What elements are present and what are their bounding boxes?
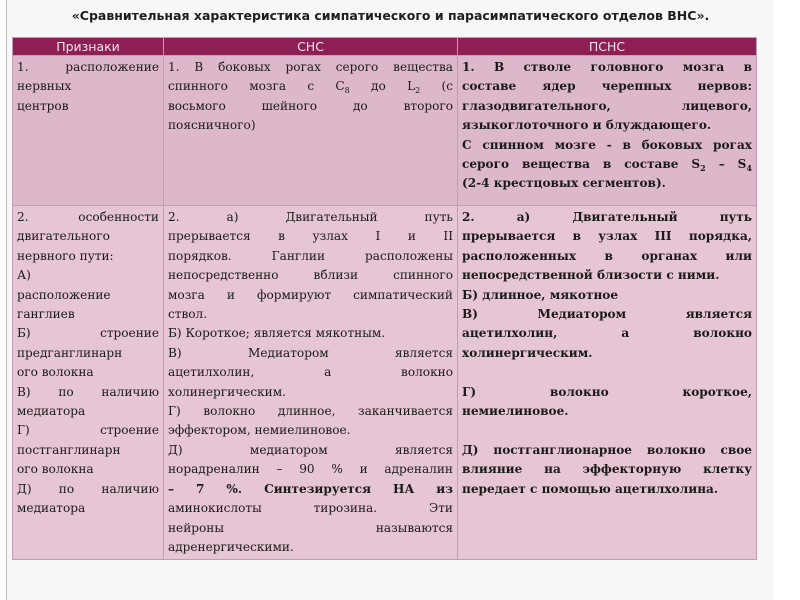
page-margin xyxy=(773,0,800,600)
cell-line: расположение xyxy=(17,287,111,302)
cell-line: языкоглоточного и блуждающего. xyxy=(462,118,712,133)
cell-line: ганглиев xyxy=(17,307,75,322)
cell-line: В) по наличию xyxy=(17,384,159,399)
cell-line: (2-4 крестцовых сегментов). xyxy=(462,176,666,191)
cell-line: медиатора xyxy=(17,501,86,516)
cell-line: С спинном мозге - в боковых рогах xyxy=(462,137,752,152)
cell-line: В) Медиатором является xyxy=(462,307,752,322)
cell-line: ствол. xyxy=(168,307,208,322)
cell-line: непосредственно вблизи спинного xyxy=(168,268,453,283)
row2-sns-cell xyxy=(164,206,458,560)
row1-sns-cell xyxy=(164,56,458,206)
cell-line: ацетилхолин, а волокно xyxy=(462,326,752,341)
row2-feature-cell xyxy=(13,206,164,560)
cell-line: спинного мозга с $С_8$ до $L_2$ (с xyxy=(168,79,453,96)
cell-line: 1. расположение xyxy=(17,60,159,74)
cell-line: двигательного xyxy=(17,229,110,244)
cell-line: серого вещества в составе $S_2 - S_4$ xyxy=(462,157,752,174)
cell-line: 1. В боковых рогах серого вещества xyxy=(168,60,453,74)
table-row xyxy=(13,56,757,206)
cell-line: предганглинарн xyxy=(17,345,123,360)
cell-line: Б) длинное, мякотное xyxy=(462,287,619,302)
cell-line: поясничного) xyxy=(168,118,256,133)
cell-line: прерывается в узлах I и II xyxy=(168,229,453,244)
blank-line xyxy=(462,421,752,440)
cell-line: ого волокна xyxy=(17,462,94,477)
cell-line: Г) строение xyxy=(17,423,159,438)
cell-line: расположенных в органах или xyxy=(462,248,752,263)
cell-line: составе ядер черепных нервов: xyxy=(462,79,752,94)
header-row xyxy=(13,38,757,56)
cell-line: – 7 %. Синтезируется НА из xyxy=(168,481,453,496)
cell-line: медиатора xyxy=(17,404,86,419)
cell-line: ацетилхолин, а волокно xyxy=(168,365,453,380)
cell-line: 2. особенности xyxy=(17,210,159,224)
cell-line: ого волокна xyxy=(17,365,94,380)
cell-line: аминокислоты тирозина. Эти xyxy=(168,501,453,516)
cell-line: Г) волокно длинное, заканчивается xyxy=(168,404,453,419)
cell-line: Д) по наличию xyxy=(17,481,159,496)
cell-line: мозга и формируют симпатический xyxy=(168,287,453,302)
cell-line: 1. В стволе головного мозга в xyxy=(462,60,752,74)
cell-line: нейроны называются xyxy=(168,520,453,535)
slide xyxy=(6,0,775,600)
comparison-table xyxy=(12,37,757,560)
cell-line: непосредственной близости с ними. xyxy=(462,268,720,283)
cell-line: центров xyxy=(17,98,69,113)
cell-line: порядков. Ганглии расположены xyxy=(168,248,453,263)
cell-line: нервного пути: xyxy=(17,248,114,263)
cell-line: эффектором, немиелиновое. xyxy=(168,423,351,438)
cell-line: норадреналин – 90 % и адреналин xyxy=(168,462,453,477)
cell-line: постганглинарн xyxy=(17,442,121,457)
header-sns: СНС xyxy=(164,38,458,56)
header-features: Признаки xyxy=(13,38,164,56)
cell-line: Д) медиатором является xyxy=(168,442,453,457)
cell-line: передает с помощью ацетилхолина. xyxy=(462,481,719,496)
cell-line: влияние на эффекторную клетку xyxy=(462,462,752,477)
cell-line: немиелиновое. xyxy=(462,404,569,419)
cell-line: 2. а) Двигательный путь xyxy=(462,210,752,224)
cell-line: глазодвигательного, лицевого, xyxy=(462,98,752,113)
blank-line xyxy=(462,363,752,382)
row1-feature-cell xyxy=(13,56,164,206)
cell-line: адренергическими. xyxy=(168,539,294,554)
cell-line: 2. а) Двигательный путь xyxy=(168,210,453,224)
cell-line: нервных xyxy=(17,79,72,94)
header-psns: ПСНС xyxy=(458,38,757,56)
row1-psns-cell xyxy=(458,56,757,206)
cell-line: прерывается в узлах III порядка, xyxy=(462,229,752,244)
cell-line: восьмого шейного до второго xyxy=(168,98,453,113)
cell-line: А) xyxy=(17,268,31,283)
row2-psns-cell xyxy=(458,206,757,560)
table-row xyxy=(13,206,757,560)
slide-title: «Сравнительная характеристика симпатического и парасимпатического отделов ВНС». xyxy=(71,8,710,23)
cell-line: Б) Короткое; является мякотным. xyxy=(168,326,386,341)
cell-line: Б) строение xyxy=(17,326,159,341)
cell-line: холинергическим. xyxy=(462,345,593,360)
cell-line: холинергическим. xyxy=(168,384,286,399)
cell-line: Д) постганглионарное волокно свое xyxy=(462,442,752,457)
cell-line: Г) волокно короткое, xyxy=(462,384,752,399)
cell-line: В) Медиатором является xyxy=(168,345,453,360)
